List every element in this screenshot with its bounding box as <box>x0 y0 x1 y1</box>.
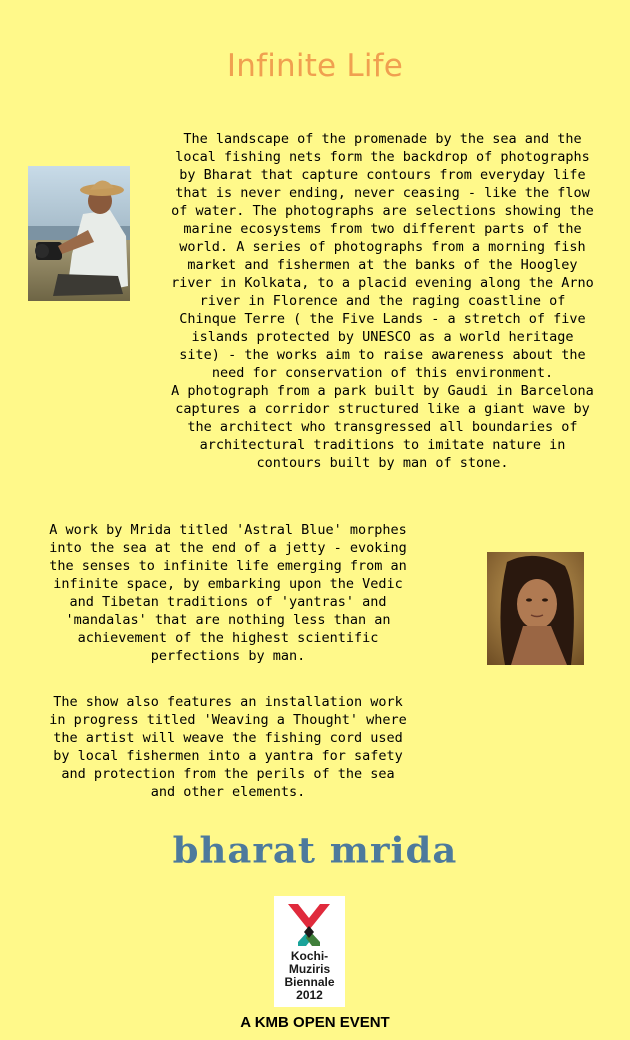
mrida-portrait-drawing <box>487 552 584 665</box>
logo-line: 2012 <box>296 988 323 1002</box>
logo-line: Kochi- <box>290 949 329 963</box>
logo-text-block <box>274 950 345 1002</box>
artist-signature: bharat mrida <box>172 829 458 871</box>
biennale-x-mark-icon <box>284 902 335 948</box>
logo-line: Muziris <box>288 962 331 976</box>
kochi-muziris-biennale-logo <box>274 896 345 1007</box>
bharat-portrait-drawing <box>28 166 130 301</box>
event-label: A KMB OPEN EVENT <box>240 1014 390 1031</box>
page-title: Infinite Life <box>226 48 404 84</box>
logo-line: Biennale <box>284 975 335 989</box>
intro-paragraph: The landscape of the promenade by the sea and the local fishing nets form the backdrop of photographs by Bharat that capture contours from everyday life that is never ending, never ceasing - like the flow of water. The photographs are selections showing the marine ecosystems from two different parts of the world. A series of photographs from a morning fish market and fishermen at the banks of the Hoogley river in Kolkata, to a placid evening along the Arno river in Florence and the raging coastline of Chinque Terre ( the Five Lands - a stretch of five islands protected by UNESCO as a world heritage site) - the works aim to raise awareness about the need for conservation of this environment. A photograph from a park built by Gaudi in Barcelona captures a corridor structured like a giant wave by the architect who transgressed all boundaries of architectural traditions to imitate nature in contours built by man of stone. <box>171 131 594 471</box>
weaving-thought-paragraph: The show also features an installation work in progress titled 'Weaving a Thought' where the artist will weave the fishing cord used by local fishermen into a yantra for safety and protection from the perils of the sea and other elements. <box>49 694 407 800</box>
mrida-portrait-image <box>487 552 584 665</box>
astral-blue-paragraph: A work by Mrida titled 'Astral Blue' morphes into the sea at the end of a jetty - evoking the senses to infinite life emerging from an infinite space, by embarking upon the Vedic and Tibetan traditions of 'yantras' and 'mandalas' that are nothing less than an achievement of the highest scientific perfections by man. <box>49 522 407 664</box>
bharat-portrait-image <box>28 166 130 301</box>
